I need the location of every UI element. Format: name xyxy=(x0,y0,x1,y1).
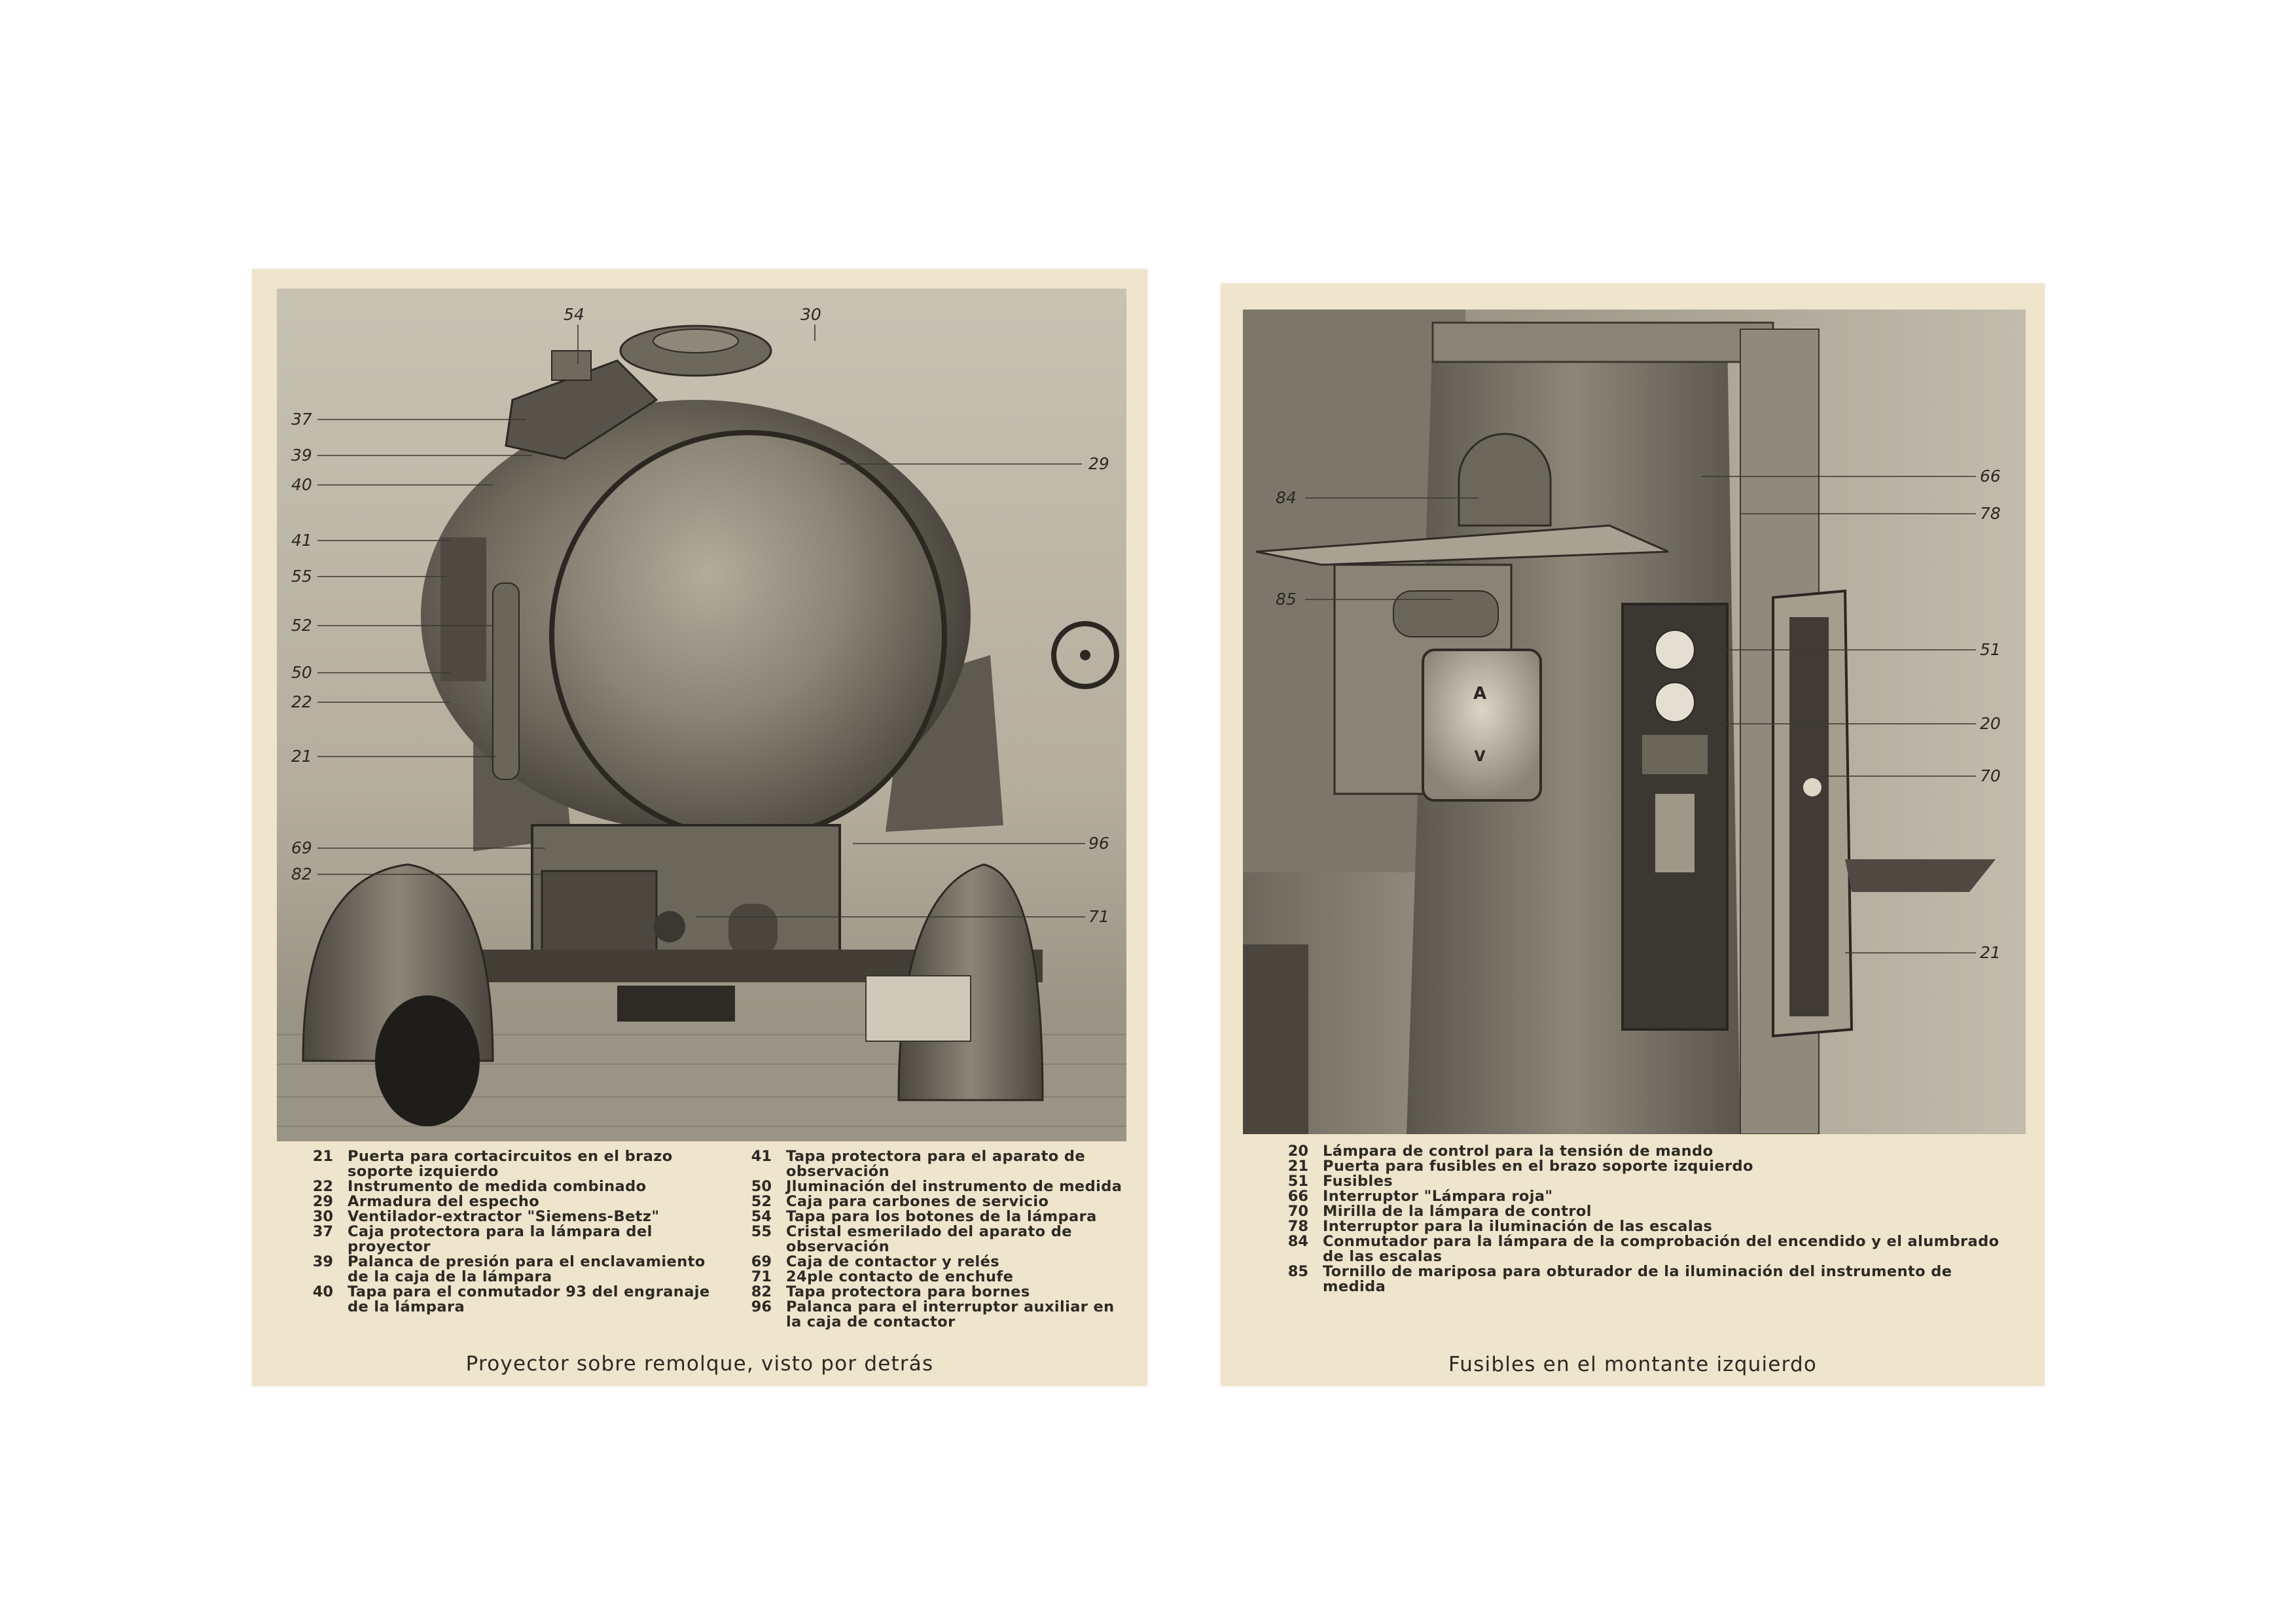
legend-item: 96 Palanca para el interruptor auxiliar en la caja de contactor xyxy=(751,1298,1115,1330)
callout-70: 70 xyxy=(1980,766,2001,785)
callout-30: 30 xyxy=(800,305,821,324)
callout-37: 37 xyxy=(291,410,312,429)
legend-item: 40 Tapa para el conmutador 93 del engranaje de la lámpara xyxy=(312,1283,710,1315)
callout-52: 52 xyxy=(291,616,312,635)
fuse-column-illustration xyxy=(1243,310,2026,1134)
legend-column-2 xyxy=(730,1149,1129,1330)
fuse-column-photo xyxy=(1243,310,2026,1134)
callout-50: 50 xyxy=(291,663,312,682)
legend-item: 52 Caja para carbones de servicio xyxy=(751,1193,1049,1210)
right-page-caption: Fusibles en el montante izquierdo xyxy=(1448,1353,1818,1376)
callout-21: 21 xyxy=(1980,943,2001,962)
legend-item: 55 Cristal esmerilado del aparato de observación xyxy=(751,1223,1072,1255)
legend-item: 71 24ple contacto de enchufe xyxy=(751,1268,1014,1285)
callout-51: 51 xyxy=(1980,640,2001,659)
callout-41: 41 xyxy=(291,531,312,550)
legend-item: 37 Caja protectora para la lámpara del proyector xyxy=(312,1223,653,1255)
callout-22: 22 xyxy=(291,692,312,711)
legend-item: 39 Palanca de presión para el enclavamiento de la caja de la lámpara xyxy=(312,1253,706,1285)
callout-85: 85 xyxy=(1276,590,1297,609)
legend-item: 50 Jluminación del instrumento de medida xyxy=(751,1178,1122,1195)
legend-item: 85 Tornillo de mariposa para obturador de la iluminación del instrumento de medida xyxy=(1287,1263,1952,1295)
searchlight-trailer-photo xyxy=(277,289,1126,1141)
legend-item: 21 Puerta para fusibles en el brazo soporte izquierdo xyxy=(1287,1158,1753,1175)
left-page-caption: Proyector sobre remolque, visto por detrás xyxy=(465,1352,934,1376)
legend-item: 41 Tapa protectora para el aparato de observación xyxy=(751,1148,1086,1180)
callout-29: 29 xyxy=(1088,454,1109,473)
legend-item: 78 Interruptor para la iluminación de las escalas xyxy=(1287,1218,1713,1235)
callout-55: 55 xyxy=(291,567,312,586)
legend-item: 70 Mirilla de la lámpara de control xyxy=(1287,1203,1592,1220)
legend-item: 30 Ventilador-extractor "Siemens-Betz" xyxy=(312,1208,660,1225)
legend-item: 51 Fusibles xyxy=(1287,1173,1393,1190)
legend-item: 22 Instrumento de medida combinado xyxy=(312,1178,647,1195)
callout-69: 69 xyxy=(291,838,312,857)
meter-letter-a: A xyxy=(1473,684,1487,704)
legend-column-1 xyxy=(291,1149,723,1315)
legend-item: 54 Tapa para los botones de la lámpara xyxy=(751,1208,1097,1225)
searchlight-illustration xyxy=(277,289,1126,1141)
left-page xyxy=(252,269,1147,1386)
callout-71: 71 xyxy=(1088,907,1109,926)
callout-82: 82 xyxy=(291,865,312,883)
callout-40: 40 xyxy=(291,475,312,494)
legend-item: 84 Conmutador para la lámpara de la comprobación del encendido y el alumbrado de las escalas xyxy=(1287,1233,2000,1265)
legend-right xyxy=(1266,1144,2019,1294)
right-page xyxy=(1221,283,2045,1386)
callout-78: 78 xyxy=(1980,504,2001,523)
legend-item: 66 Interruptor "Lámpara roja" xyxy=(1287,1188,1553,1205)
callout-96: 96 xyxy=(1088,834,1109,853)
legend-item: 29 Armadura del especho xyxy=(312,1193,540,1210)
legend-item: 21 Puerta para cortacircuitos en el brazo soporte izquierdo xyxy=(312,1148,673,1180)
callout-21: 21 xyxy=(291,747,312,766)
callout-66: 66 xyxy=(1980,467,2001,486)
callout-84: 84 xyxy=(1276,488,1297,507)
callout-39: 39 xyxy=(291,446,312,465)
legend-item: 82 Tapa protectora para bornes xyxy=(751,1283,1030,1300)
meter-letter-v: V xyxy=(1474,749,1486,765)
legend-item: 20 Lámpara de control para la tensión de mando xyxy=(1287,1143,1713,1160)
legend-item: 69 Caja de contactor y relés xyxy=(751,1253,1000,1270)
callout-54: 54 xyxy=(564,305,584,324)
callout-20: 20 xyxy=(1980,714,2001,733)
